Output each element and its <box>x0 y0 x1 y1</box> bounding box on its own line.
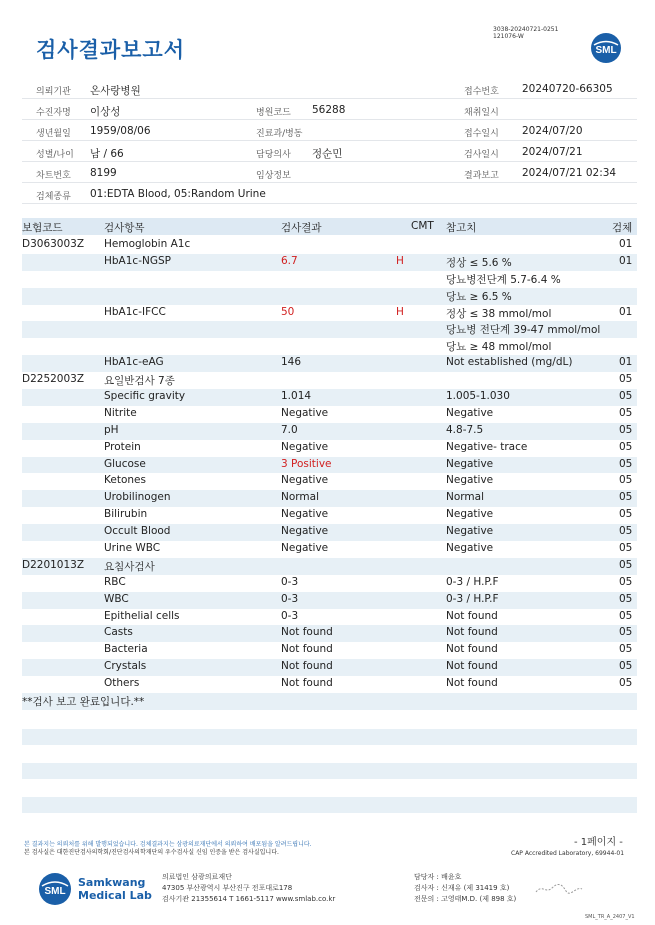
cell-flag: H <box>396 254 404 267</box>
doctor-value: 정순민 <box>312 148 343 160</box>
cell-reference: 당뇨병전단계 5.7-6.4 % <box>446 273 561 286</box>
cell-result: 0-3 <box>281 575 299 588</box>
hospital-code-value: 56288 <box>312 104 346 116</box>
cell-test-name: Crystals <box>104 660 147 673</box>
cell-result: Negative <box>281 474 329 487</box>
corp-line-2: 47305 부산광역시 부산진구 전포대로178 <box>162 884 293 892</box>
table-row <box>22 676 637 693</box>
info-row <box>22 141 637 162</box>
birth-value: 1959/08/06 <box>90 125 151 137</box>
table-row <box>22 321 637 338</box>
cell-result: Negative <box>281 542 329 555</box>
info-row <box>22 162 637 183</box>
header-cmt: CMT <box>411 220 434 232</box>
table-row <box>22 338 637 355</box>
results-table-body <box>22 237 637 710</box>
cell-reference: Not found <box>446 626 498 639</box>
cell-reference: 당뇨 ≥ 48 mmol/mol <box>446 341 552 354</box>
blank-row <box>22 763 637 779</box>
receipt-no-label: 접수번호 <box>464 87 499 97</box>
cell-test-name: Specific gravity <box>104 390 186 403</box>
cell-specimen: 05 <box>619 575 633 588</box>
cell-specimen: 05 <box>619 558 633 571</box>
cell-result: Negative <box>281 440 329 453</box>
table-row <box>22 625 637 642</box>
cell-specimen: 05 <box>619 390 633 403</box>
table-row <box>22 237 637 254</box>
table-row <box>22 271 637 288</box>
cell-reference: Not found <box>446 609 498 622</box>
cell-reference: Negative <box>446 406 494 419</box>
info-row <box>22 120 637 141</box>
test-date-value: 2024/07/21 <box>522 146 583 158</box>
info-row <box>22 99 637 120</box>
birth-label: 생년월일 <box>36 129 71 139</box>
cell-specimen: 05 <box>619 373 633 386</box>
doctor-label: 담당의사 <box>256 150 291 160</box>
cell-test-name: HbA1c-NGSP <box>104 254 171 267</box>
cell-specimen: 05 <box>619 643 633 656</box>
document-code <box>493 26 558 40</box>
test-date-label: 검사일시 <box>464 150 499 160</box>
table-row <box>22 254 637 271</box>
staff-line-2: 검사자 : 신재유 (제 31419 호) <box>414 884 510 892</box>
cell-reference: Not found <box>446 660 498 673</box>
footer-notes <box>24 841 312 857</box>
header-spec: 검체 <box>612 222 633 234</box>
patient-label: 수진자명 <box>36 108 71 118</box>
cell-result: 6.7 <box>281 254 298 267</box>
cell-specimen: 05 <box>619 609 633 622</box>
corporate-info <box>162 872 335 905</box>
cell-specimen: 05 <box>619 474 633 487</box>
cell-result: 146 <box>281 356 302 369</box>
receipt-date-value: 2024/07/20 <box>522 125 583 137</box>
cell-code: D3063003Z <box>22 238 85 250</box>
cell-test-name: Bilirubin <box>104 508 148 521</box>
specimen-label: 검체종류 <box>36 192 71 202</box>
cell-test-name: Epithelial cells <box>104 609 180 622</box>
cell-result: 0-3 <box>281 592 299 605</box>
footer-note-2: 본 검사실은 대한진단검사의학회/진단검사의학재단의 우수검사실 신임 인증을 받은 검사실입니다. <box>24 849 279 856</box>
cell-reference: Negative- trace <box>446 440 528 453</box>
table-row <box>22 473 637 490</box>
cell-test-name: Hemoglobin A1c <box>104 238 191 250</box>
table-row <box>22 558 637 575</box>
cell-test-name: Glucose <box>104 457 146 470</box>
blank-row <box>22 729 637 745</box>
cell-result: Negative <box>281 525 329 538</box>
collect-date-label: 채취일시 <box>464 108 499 118</box>
cell-test-name: Nitrite <box>104 406 137 419</box>
cell-specimen: 05 <box>619 406 633 419</box>
cell-result: Not found <box>281 643 333 656</box>
clinical-label: 임상정보 <box>256 171 291 181</box>
table-row <box>22 457 637 474</box>
dept-label: 진료과/병동 <box>256 129 303 139</box>
chart-value: 8199 <box>90 167 117 179</box>
cell-test-name: Protein <box>104 440 141 453</box>
cell-reference: 당뇨 ≥ 6.5 % <box>446 290 512 303</box>
cell-reference: 당뇨병 전단계 39-47 mmol/mol <box>446 324 601 337</box>
sml-logo-text: SML <box>595 45 617 56</box>
patient-info <box>22 78 637 204</box>
header-code: 보험코드 <box>22 222 63 234</box>
cell-reference: Negative <box>446 508 494 521</box>
header-ref: 참고치 <box>446 222 477 234</box>
cap-accreditation: CAP Accredited Laboratory, 69944-01 <box>511 850 625 857</box>
cell-result: 3 Positive <box>281 457 332 470</box>
cell-reference: Negative <box>446 542 494 555</box>
table-row <box>22 592 637 609</box>
table-row <box>22 524 637 541</box>
specimen-value: 01:EDTA Blood, 05:Random Urine <box>90 188 266 200</box>
table-row <box>22 423 637 440</box>
table-row <box>22 659 637 676</box>
form-code: SML_TR_A_2407_V1 <box>585 914 635 920</box>
table-row <box>22 693 637 710</box>
table-row <box>22 440 637 457</box>
page-title: 검사결과보고서 <box>36 38 186 62</box>
cell-flag: H <box>396 305 404 318</box>
cell-result: Negative <box>281 508 329 521</box>
cell-specimen: 01 <box>619 238 633 250</box>
report-date-label: 결과보고 <box>464 171 499 181</box>
header-result: 검사결과 <box>281 222 322 234</box>
cell-reference: Negative <box>446 457 494 470</box>
header-name: 검사항목 <box>104 222 145 234</box>
cell-reference: Not found <box>446 677 498 690</box>
page-number: - 1페이지 - <box>574 837 623 848</box>
cell-result: Not found <box>281 677 333 690</box>
cell-reference: Not established (mg/dL) <box>446 356 573 369</box>
table-row <box>22 355 637 372</box>
staff-line-1: 담당자 : 배윤호 <box>414 873 462 881</box>
cell-result: Not found <box>281 626 333 639</box>
cell-test-name: Urine WBC <box>104 542 161 555</box>
receipt-date-label: 접수일시 <box>464 129 499 139</box>
staff-info <box>414 872 516 905</box>
cell-specimen: 05 <box>619 660 633 673</box>
brand-line-2: Medical Lab <box>78 889 152 902</box>
sml-footer-logo-icon <box>38 872 72 906</box>
receipt-no-value: 20240720-66305 <box>522 83 613 95</box>
institution-value: 온사랑병원 <box>90 85 141 97</box>
cell-reference: 0-3 / H.P.F <box>446 575 499 588</box>
cell-specimen: 01 <box>619 305 633 318</box>
report-date-value: 2024/07/21 02:34 <box>522 167 617 179</box>
footer-note-1: 본 결과지는 의뢰처를 위해 발행되었습니다. 검체결과지는 삼광의료재단에서 의뢰하여 배포됨을 알려드립니다. <box>24 841 312 848</box>
cell-reference: Negative <box>446 525 494 538</box>
cell-code: **검사 보고 완료입니다.** <box>22 696 145 709</box>
sml-footer-logo-text: SML <box>44 886 66 897</box>
cell-test-name: HbA1c-eAG <box>104 356 164 369</box>
cell-result: Not found <box>281 660 333 673</box>
cell-result: 7.0 <box>281 423 298 436</box>
table-row <box>22 288 637 305</box>
results-table-header <box>22 218 637 235</box>
document-code-line1: 3038-20240721-0251 <box>493 26 559 33</box>
hospital-code-label: 병원코드 <box>256 108 291 118</box>
corp-line-3: 검사기관 21355614 T 1661-5117 www.smlab.co.kr <box>162 895 336 903</box>
corp-line-1: 의료법인 삼광의료재단 <box>162 873 232 881</box>
cell-test-name: RBC <box>104 575 126 588</box>
brand-name <box>78 876 152 902</box>
info-row <box>22 78 637 99</box>
cell-test-name: Ketones <box>104 474 146 487</box>
cell-specimen: 05 <box>619 491 633 504</box>
table-row <box>22 609 637 626</box>
cell-code: D2252003Z <box>22 373 85 386</box>
table-row <box>22 389 637 406</box>
cell-specimen: 05 <box>619 677 633 690</box>
cell-test-name: WBC <box>104 592 129 605</box>
table-row <box>22 490 637 507</box>
cell-result: Normal <box>281 491 319 504</box>
table-row <box>22 575 637 592</box>
cell-reference: Negative <box>446 474 494 487</box>
blank-row <box>22 797 637 813</box>
cell-test-name: Occult Blood <box>104 525 171 538</box>
cell-reference: 4.8-7.5 <box>446 423 484 436</box>
table-row <box>22 642 637 659</box>
cell-specimen: 01 <box>619 254 633 267</box>
cell-code: D2201013Z <box>22 558 85 571</box>
cell-specimen: 05 <box>619 423 633 436</box>
sex-age-value: 남 / 66 <box>90 148 124 160</box>
document-code-line2: 121076-W <box>493 33 524 40</box>
cell-test-name: Bacteria <box>104 643 148 656</box>
cell-reference: 1.005-1.030 <box>446 390 510 403</box>
table-row <box>22 507 637 524</box>
cell-specimen: 05 <box>619 626 633 639</box>
cell-reference: 정상 ≤ 38 mmol/mol <box>446 307 552 320</box>
cell-specimen: 05 <box>619 440 633 453</box>
sml-logo-icon <box>590 32 622 64</box>
cell-specimen: 05 <box>619 508 633 521</box>
cell-specimen: 05 <box>619 457 633 470</box>
cell-specimen: 01 <box>619 356 633 369</box>
table-row <box>22 372 637 389</box>
cell-specimen: 05 <box>619 525 633 538</box>
info-row <box>22 183 637 204</box>
table-row <box>22 541 637 558</box>
cell-test-name: Casts <box>104 626 133 639</box>
cell-test-name: 요일반검사 7종 <box>104 375 175 388</box>
cell-test-name: HbA1c-IFCC <box>104 305 166 318</box>
cell-result: 1.014 <box>281 390 312 403</box>
table-row <box>22 406 637 423</box>
staff-line-3: 전문의 : 고영태M.D. (제 898 호) <box>414 895 517 903</box>
cell-specimen: 05 <box>619 592 633 605</box>
signature-icon <box>534 882 584 896</box>
cell-test-name: Urobilinogen <box>104 491 171 504</box>
sex-age-label: 성별/나이 <box>36 150 74 160</box>
cell-specimen: 05 <box>619 542 633 555</box>
cell-result: 0-3 <box>281 609 299 622</box>
cell-test-name: Others <box>104 677 140 690</box>
cell-reference: 0-3 / H.P.F <box>446 592 499 605</box>
cell-result: 50 <box>281 305 295 318</box>
institution-label: 의뢰기관 <box>36 87 71 97</box>
cell-reference: Normal <box>446 491 484 504</box>
cell-test-name: pH <box>104 423 119 436</box>
brand-line-1: Samkwang <box>78 876 146 889</box>
table-row <box>22 305 637 322</box>
cell-reference: Not found <box>446 643 498 656</box>
cell-test-name: 요침사검사 <box>104 560 155 573</box>
patient-value: 이상성 <box>90 106 121 118</box>
chart-label: 차트번호 <box>36 171 71 181</box>
cell-reference: 정상 ≤ 5.6 % <box>446 256 512 269</box>
cell-result: Negative <box>281 406 329 419</box>
